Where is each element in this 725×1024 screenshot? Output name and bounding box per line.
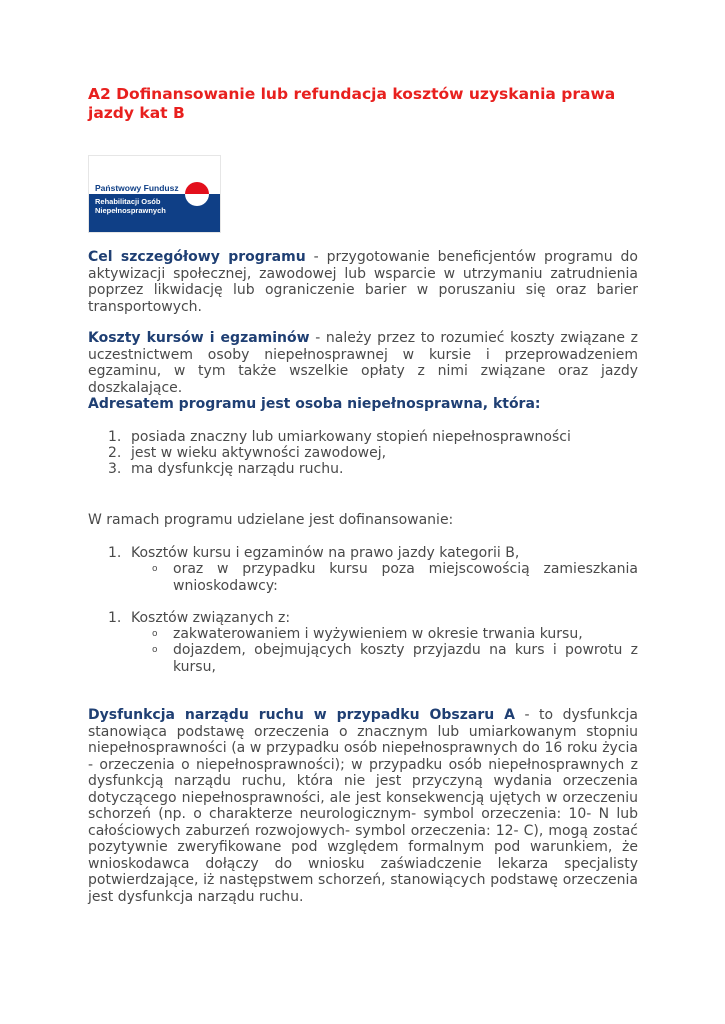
bullet-icon: o: [152, 629, 158, 639]
dysfunkcja-text: - to dysfunkcja stanowiąca podstawę orzeczenia o znacznym lub umiarkowanym stopniu niepełnosprawności (a w przypadku osób niepełnosprawnych do 16 roku życia - orzeczenia o niepełnosprawności); w przypadku osób niepełnosprawnych z dysfunkcją narządu ruchu, która nie jest przyczyną wydania orzeczenia dotyczącego niepełnosprawności, ale jest konsekwencją ujętych w orzeczeniu schorzeń (np. o charakterze neurologicznym- symbol orzeczenia: 10- N lub całościowych zaburzeń rozwojowych- symbol orzeczenia: 12- C), mogą zostać pozytywnie zweryfikowane pod względem formalnym pod warunkiem, że wnioskodawca dołączy do wniosku zaświadczenie lekarza specjalisty potwierdzające, iż następstwem schorzeń, stanowiących podstawę orzeczenia jest dysfunkcja narządu ruchu.: [88, 707, 639, 905]
sub-list-text: dojazdem, obejmujących koszty przyjazdu na kurs i powrotu z kursu,: [173, 642, 638, 675]
page-title: A2 Dofinansowanie lub refundacja kosztów uzyskania prawa jazdy kat B: [88, 85, 616, 122]
list-number: 1.: [108, 610, 122, 626]
list-number: 1.: [108, 429, 122, 445]
cel-paragraph: [88, 249, 638, 315]
logo-text-lines: [95, 197, 166, 215]
dysfunkcja-paragraph: [88, 707, 638, 905]
adresat-heading: Adresatem programu jest osoba niepełnosprawna, która:: [88, 396, 541, 412]
ramach-intro: W ramach programu udzielane jest dofinansowanie:: [88, 512, 454, 528]
pfron-logo: [88, 155, 221, 233]
sub-list-text: zakwaterowaniem i wyżywieniem w okresie trwania kursu,: [173, 626, 583, 642]
list-text: Kosztów związanych z:: [131, 610, 291, 626]
list-number: 2.: [108, 445, 122, 461]
list-text: ma dysfunkcję narządu ruchu.: [131, 461, 344, 477]
list-text: Kosztów kursu i egzaminów na prawo jazdy kategorii B,: [131, 545, 520, 561]
bullet-icon: o: [152, 564, 158, 574]
koszty-text: - należy przez to rozumieć koszty związane z uczestnictwem osoby niepełnosprawnej w kursie i przeprowadzeniem egzaminu, w tym także wszelkie opłaty z nimi związane oraz jazdy doszkalające.: [88, 330, 638, 396]
list-text: jest w wieku aktywności zawodowej,: [131, 445, 387, 461]
logo-text-line2: Rehabilitacji Osób: [95, 197, 161, 206]
logo-text-line1: Państwowy Fundusz: [95, 183, 179, 193]
dysfunkcja-term: Dysfunkcja narządu ruchu w przypadku Obszaru A: [88, 707, 515, 723]
sub-list-text: oraz w przypadku kursu poza miejscowością zamieszkania wnioskodawcy:: [173, 561, 638, 594]
cel-term: Cel szczegółowy programu: [88, 249, 306, 265]
koszty-paragraph: [88, 330, 638, 396]
list-number: 3.: [108, 461, 122, 477]
logo-text-line3: Niepełnosprawnych: [95, 206, 166, 215]
bullet-icon: o: [152, 645, 158, 655]
koszty-term: Koszty kursów i egzaminów: [88, 330, 310, 346]
cel-text: - przygotowanie beneficjentów programu do aktywizacji społecznej, zawodowej lub wsparcie w utrzymaniu zatrudnienia poprzez likwidację lub ograniczenie barier w poruszaniu się oraz barier transportowych.: [88, 249, 638, 315]
list-text: posiada znaczny lub umiarkowany stopień niepełnosprawności: [131, 429, 571, 445]
list-number: 1.: [108, 545, 122, 561]
